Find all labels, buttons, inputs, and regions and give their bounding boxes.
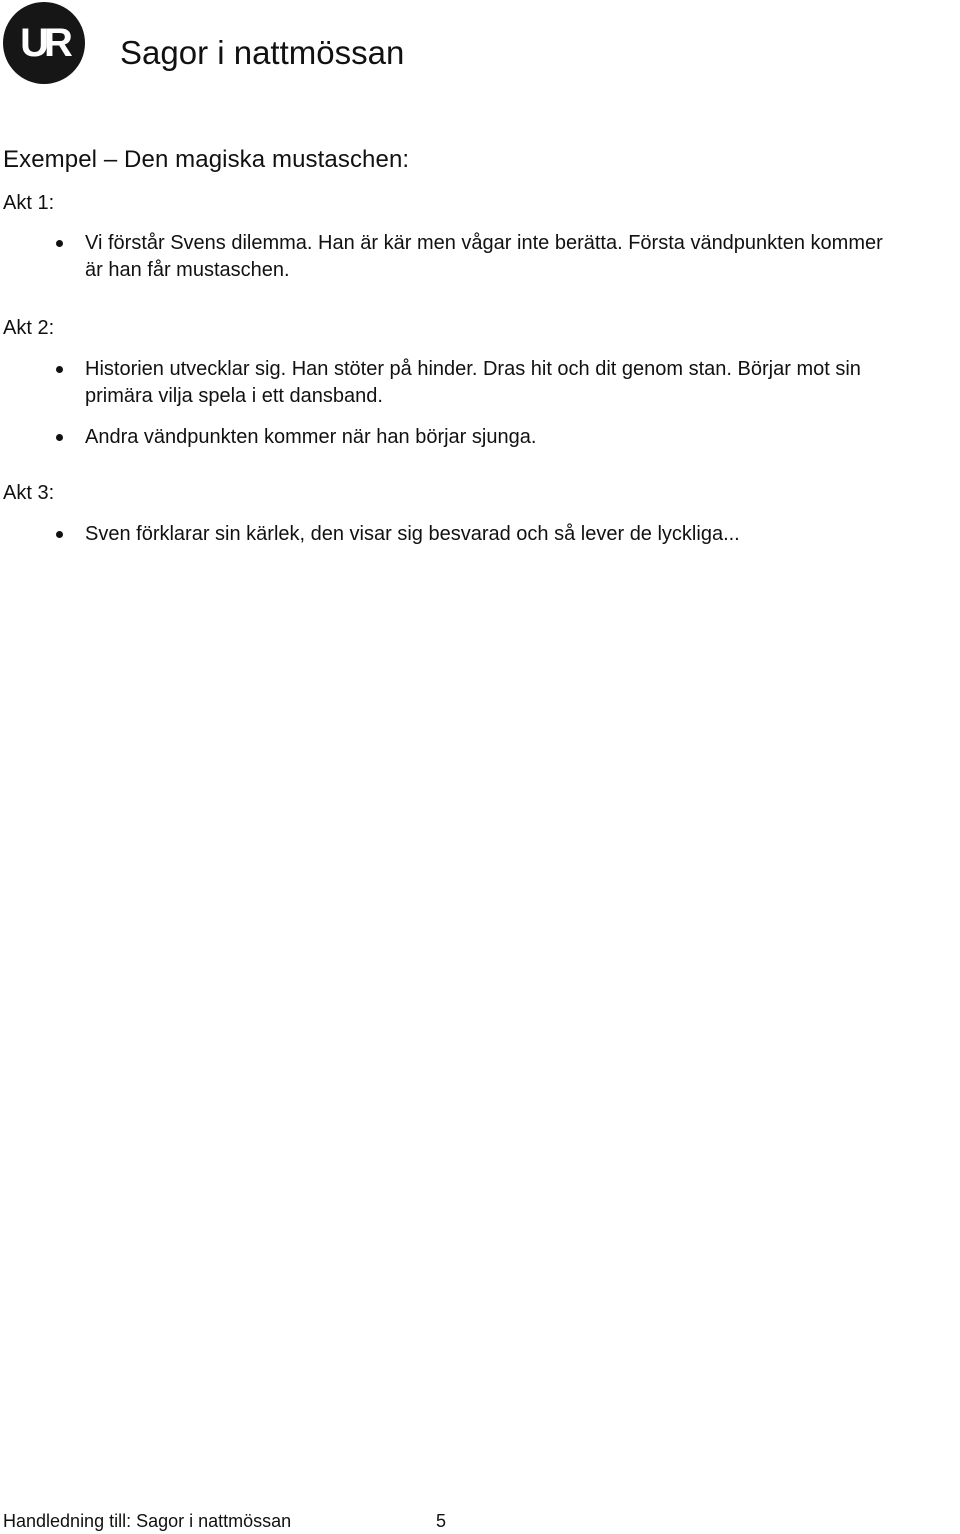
act-1-item-1 xyxy=(56,230,960,284)
act-2-label: Akt 2: xyxy=(3,317,55,339)
bullet-text: Historien utvecklar sig. Han stöter på hinder. Dras hit och dit genom stan. Börjar mot sin primära vilja spela i ett dansband. xyxy=(85,358,861,407)
document-title: Sagor i nattmössan xyxy=(120,34,405,71)
act-3-item-1 xyxy=(56,521,960,548)
ur-logo xyxy=(3,2,85,84)
bullet-text: Sven förklarar sin kärlek, den visar sig besvarad och så lever de lyckliga... xyxy=(85,523,740,545)
section-heading: Exempel – Den magiska mustaschen: xyxy=(3,146,410,173)
bullet-icon xyxy=(56,531,63,538)
act-3-label: Akt 3: xyxy=(3,482,55,504)
bullet-icon xyxy=(56,366,63,373)
act-1-label: Akt 1: xyxy=(3,192,55,214)
bullet-icon xyxy=(56,434,63,441)
bullet-text: Andra vändpunkten kommer när han börjar sjunga. xyxy=(85,426,537,448)
page-number: 5 xyxy=(436,1511,447,1531)
act-2-item-2 xyxy=(56,424,960,451)
bullet-icon xyxy=(56,240,63,247)
footer-text: Handledning till: Sagor i nattmössan xyxy=(3,1511,292,1531)
ur-logo-text: UR xyxy=(20,21,68,65)
act-2-item-1 xyxy=(56,356,960,410)
bullet-text: Vi förstår Svens dilemma. Han är kär men vågar inte berätta. Första vändpunkten kommer är han får mustaschen. xyxy=(85,232,883,281)
